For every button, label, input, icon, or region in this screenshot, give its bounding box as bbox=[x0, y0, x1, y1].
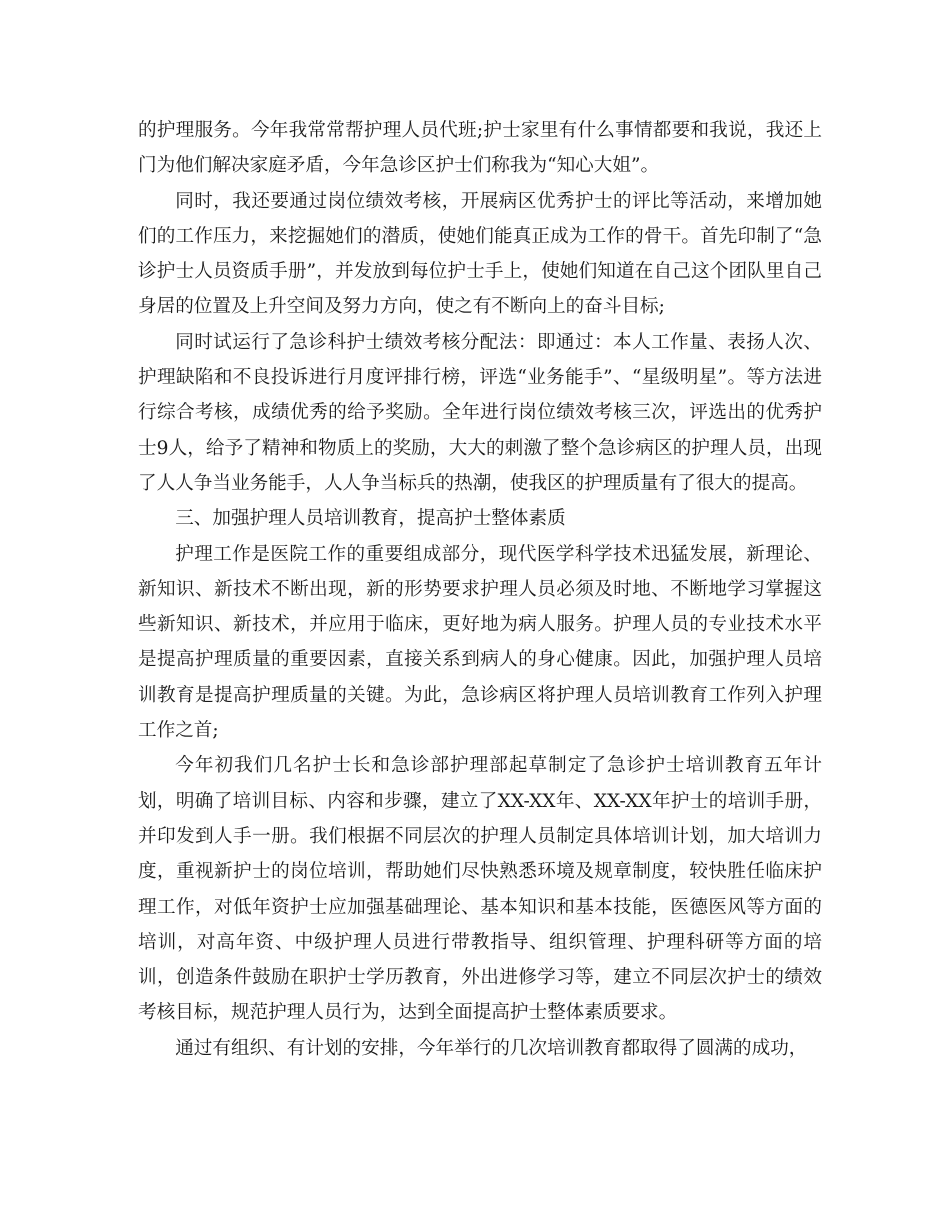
section-heading-3: 三、加强护理人员培训教育，提高护士整体素质 bbox=[175, 508, 566, 530]
document-body bbox=[138, 113, 822, 1066]
paragraph-6: 今年初我们几名护士长和急诊部护理部起草制定了急诊护士培训教育五年计划，明确了培训目标、内容和步骤，建立了XX-XX年、XX-XX年护士的培训手册，并印发到人手一册。我们根据不同层次的护理人员制定具体培训计划，加大培训力度，重视新护士的岗位培训，帮助她们尽快熟悉环境及规章制度，较快胜任临床护理工作，对低年资护士应加强基础理论、基本知识和基本技能，医德医风等方面的培训，对高年资、中级护理人员进行带教指导、组织管理、护理科研等方面的培训，创造条件鼓励在职护士学历教育，外出进修学习等，建立不同层次护士的绩效考核目标，规范护理人员行为，达到全面提高护士整体素质要求。 bbox=[138, 755, 822, 1024]
paragraph-2: 同时，我还要通过岗位绩效考核，开展病区优秀护士的评比等活动，来增加她们的工作压力，来挖掘她们的潜质，使她们能真正成为工作的骨干。首先印制了“急诊护士人员资质手册”，并发放到每位护士手上，使她们知道在自己这个团队里自己身居的位置及上升空间及努力方向，使之有不断向上的奋斗目标; bbox=[138, 190, 822, 318]
paragraph-3: 同时试运行了急诊科护士绩效考核分配法：即通过：本人工作量、表扬人次、护理缺陷和不良投诉进行月度评排行榜，评选“业务能手”、“星级明星”。等方法进行综合考核，成绩优秀的给予奖励。全年进行岗位绩效考核三次，评选出的优秀护士9人，给予了精神和物质上的奖励，大大的刺激了整个急诊病区的护理人员，出现了人人争当业务能手，人人争当标兵的热潮，使我区的护理质量有了很大的提高。 bbox=[138, 331, 822, 494]
paragraph-7: 通过有组织、有计划的安排，今年举行的几次培训教育都取得了圆满的成功， bbox=[175, 1037, 808, 1059]
paragraph-5: 护理工作是医院工作的重要组成部分，现代医学科学技术迅猛发展，新理论、新知识、新技术不断出现，新的形势要求护理人员必须及时地、不断地学习掌握这些新知识、新技术，并应用于临床，更好地为病人服务。护理人员的专业技术水平是提高护理质量的重要因素，直接关系到病人的身心健康。因此，加强护理人员培训教育是提高护理质量的关键。为此，急诊病区将护理人员培训教育工作列入护理工作之首; bbox=[138, 543, 822, 742]
paragraph-1: 的护理服务。今年我常常帮护理人员代班;护士家里有什么事情都要和我说，我还上门为他们解决家庭矛盾，今年急诊区护士们称我为“知心大姐”。 bbox=[138, 120, 822, 177]
